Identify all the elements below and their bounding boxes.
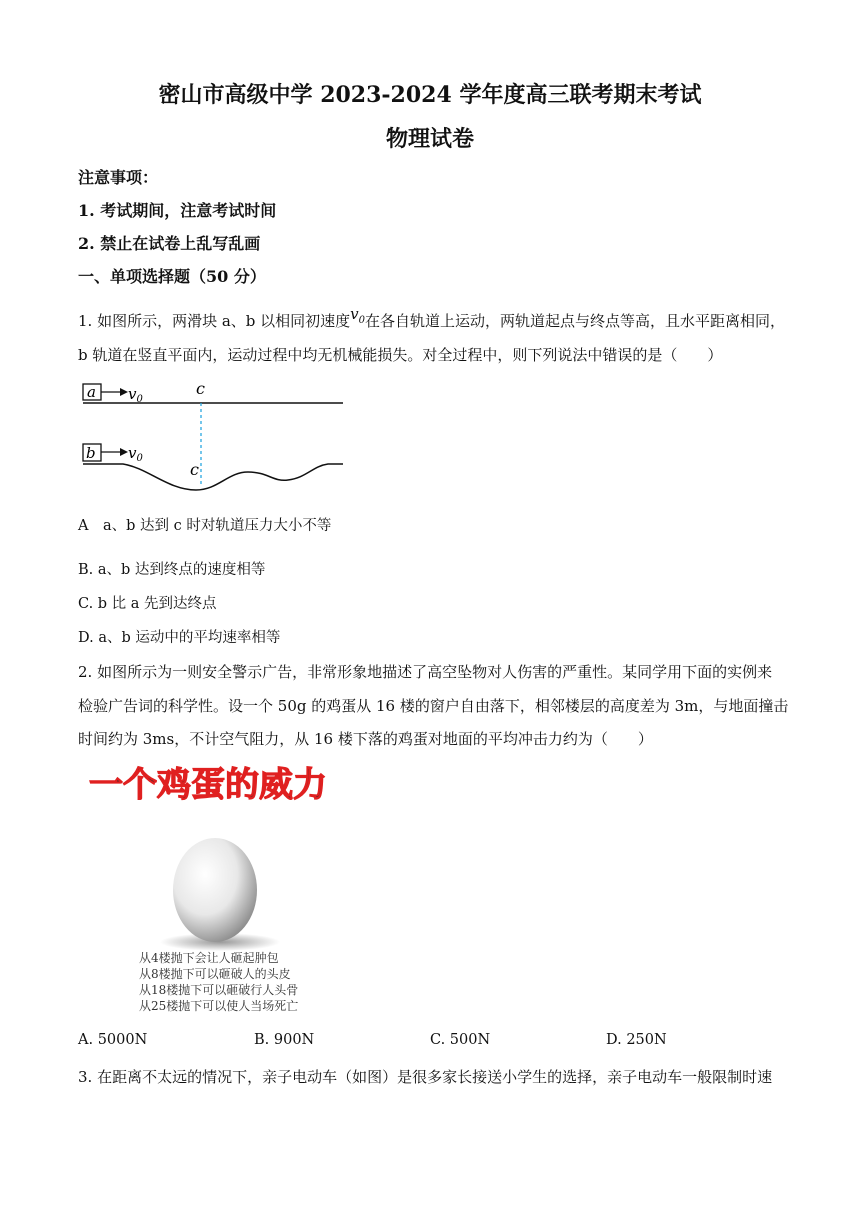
q1-option-d: D. a、b 运动中的平均速率相等 (78, 630, 281, 646)
q1-stem-part2: 在各自轨道上运动，两轨道起点与终点等高，且水平距离相同， (365, 312, 786, 330)
block-b-label: b (86, 444, 96, 462)
point-c-label-a: c (196, 379, 205, 398)
poster-headline: 一个鸡蛋的威力 (89, 765, 327, 805)
notice-item-1: 1. 考试期间，注意考试时间 (78, 201, 277, 220)
v0-label-a: $v_0$ (128, 385, 143, 405)
poster-caption-4: 从25楼抛下可以使人当场死亡 (139, 999, 299, 1013)
block-a-label: a (87, 383, 96, 401)
poster-caption-3: 从18楼抛下可以砸破行人头骨 (139, 983, 299, 997)
v0-symbol: $v_0$ (350, 305, 366, 326)
q3-stem-line1: 3. 在距离不太远的情况下，亲子电动车（如图）是很多家长接送小学生的选择，亲子电动车一般限制时速 (78, 1068, 773, 1086)
q2-stem-line1: 2. 如图所示为一则安全警示广告，非常形象地描述了高空坠物对人伤害的严重性。某同学用下面的实例来 (78, 663, 773, 681)
notice-item-2: 2. 禁止在试卷上乱写乱画 (78, 234, 261, 253)
q1-option-b: B. a、b 达到终点的速度相等 (78, 562, 266, 578)
poster-caption-2: 从8楼抛下可以砸破人的头皮 (139, 967, 291, 981)
q1-stem-line2: b 轨道在竖直平面内，运动过程中均无机械能损失。对全过程中，则下列说法中错误的是（ ） (78, 346, 723, 364)
egg-poster (85, 760, 365, 1020)
poster-caption-1: 从4楼抛下会让人砸起肿包 (139, 951, 279, 965)
point-c-label-b: c (190, 460, 199, 479)
q1-stem-part1: 1. 如图所示，两滑块 a、b 以相同初速度 (78, 312, 351, 330)
q2-option-b: B. 900N (254, 1032, 315, 1048)
v0-label-b: $v_0$ (128, 444, 143, 464)
track-b (83, 464, 343, 490)
q2-option-d: D. 250N (606, 1032, 667, 1048)
q1-option-c: C. b 比 a 先到达终点 (78, 596, 217, 612)
q1-option-a: A a、b 达到 c 时对轨道压力大小不等 (78, 518, 332, 534)
q2-option-c: C. 500N (430, 1032, 491, 1048)
q1-stem-line1 (78, 305, 786, 333)
q2-stem-line2: 检验广告词的科学性。设一个 50g 的鸡蛋从 16 楼的窗户自由落下，相邻楼层的高度差为 3m，与地面撞击 (78, 697, 789, 715)
q2-option-a: A. 5000N (78, 1032, 148, 1048)
exam-title: 密山市高级中学 2023-2024 学年度高三联考期末考试 (158, 82, 702, 108)
section-heading: 一、单项选择题（50 分） (78, 267, 266, 286)
q2-stem-line3: 时间约为 3ms，不计空气阻力，从 16 楼下落的鸡蛋对地面的平均冲击力约为（ ） (78, 730, 653, 748)
q1-track-figure (78, 372, 358, 502)
egg-icon (173, 838, 257, 942)
notice-heading: 注意事项： (78, 168, 159, 187)
exam-subtitle: 物理试卷 (385, 126, 474, 152)
